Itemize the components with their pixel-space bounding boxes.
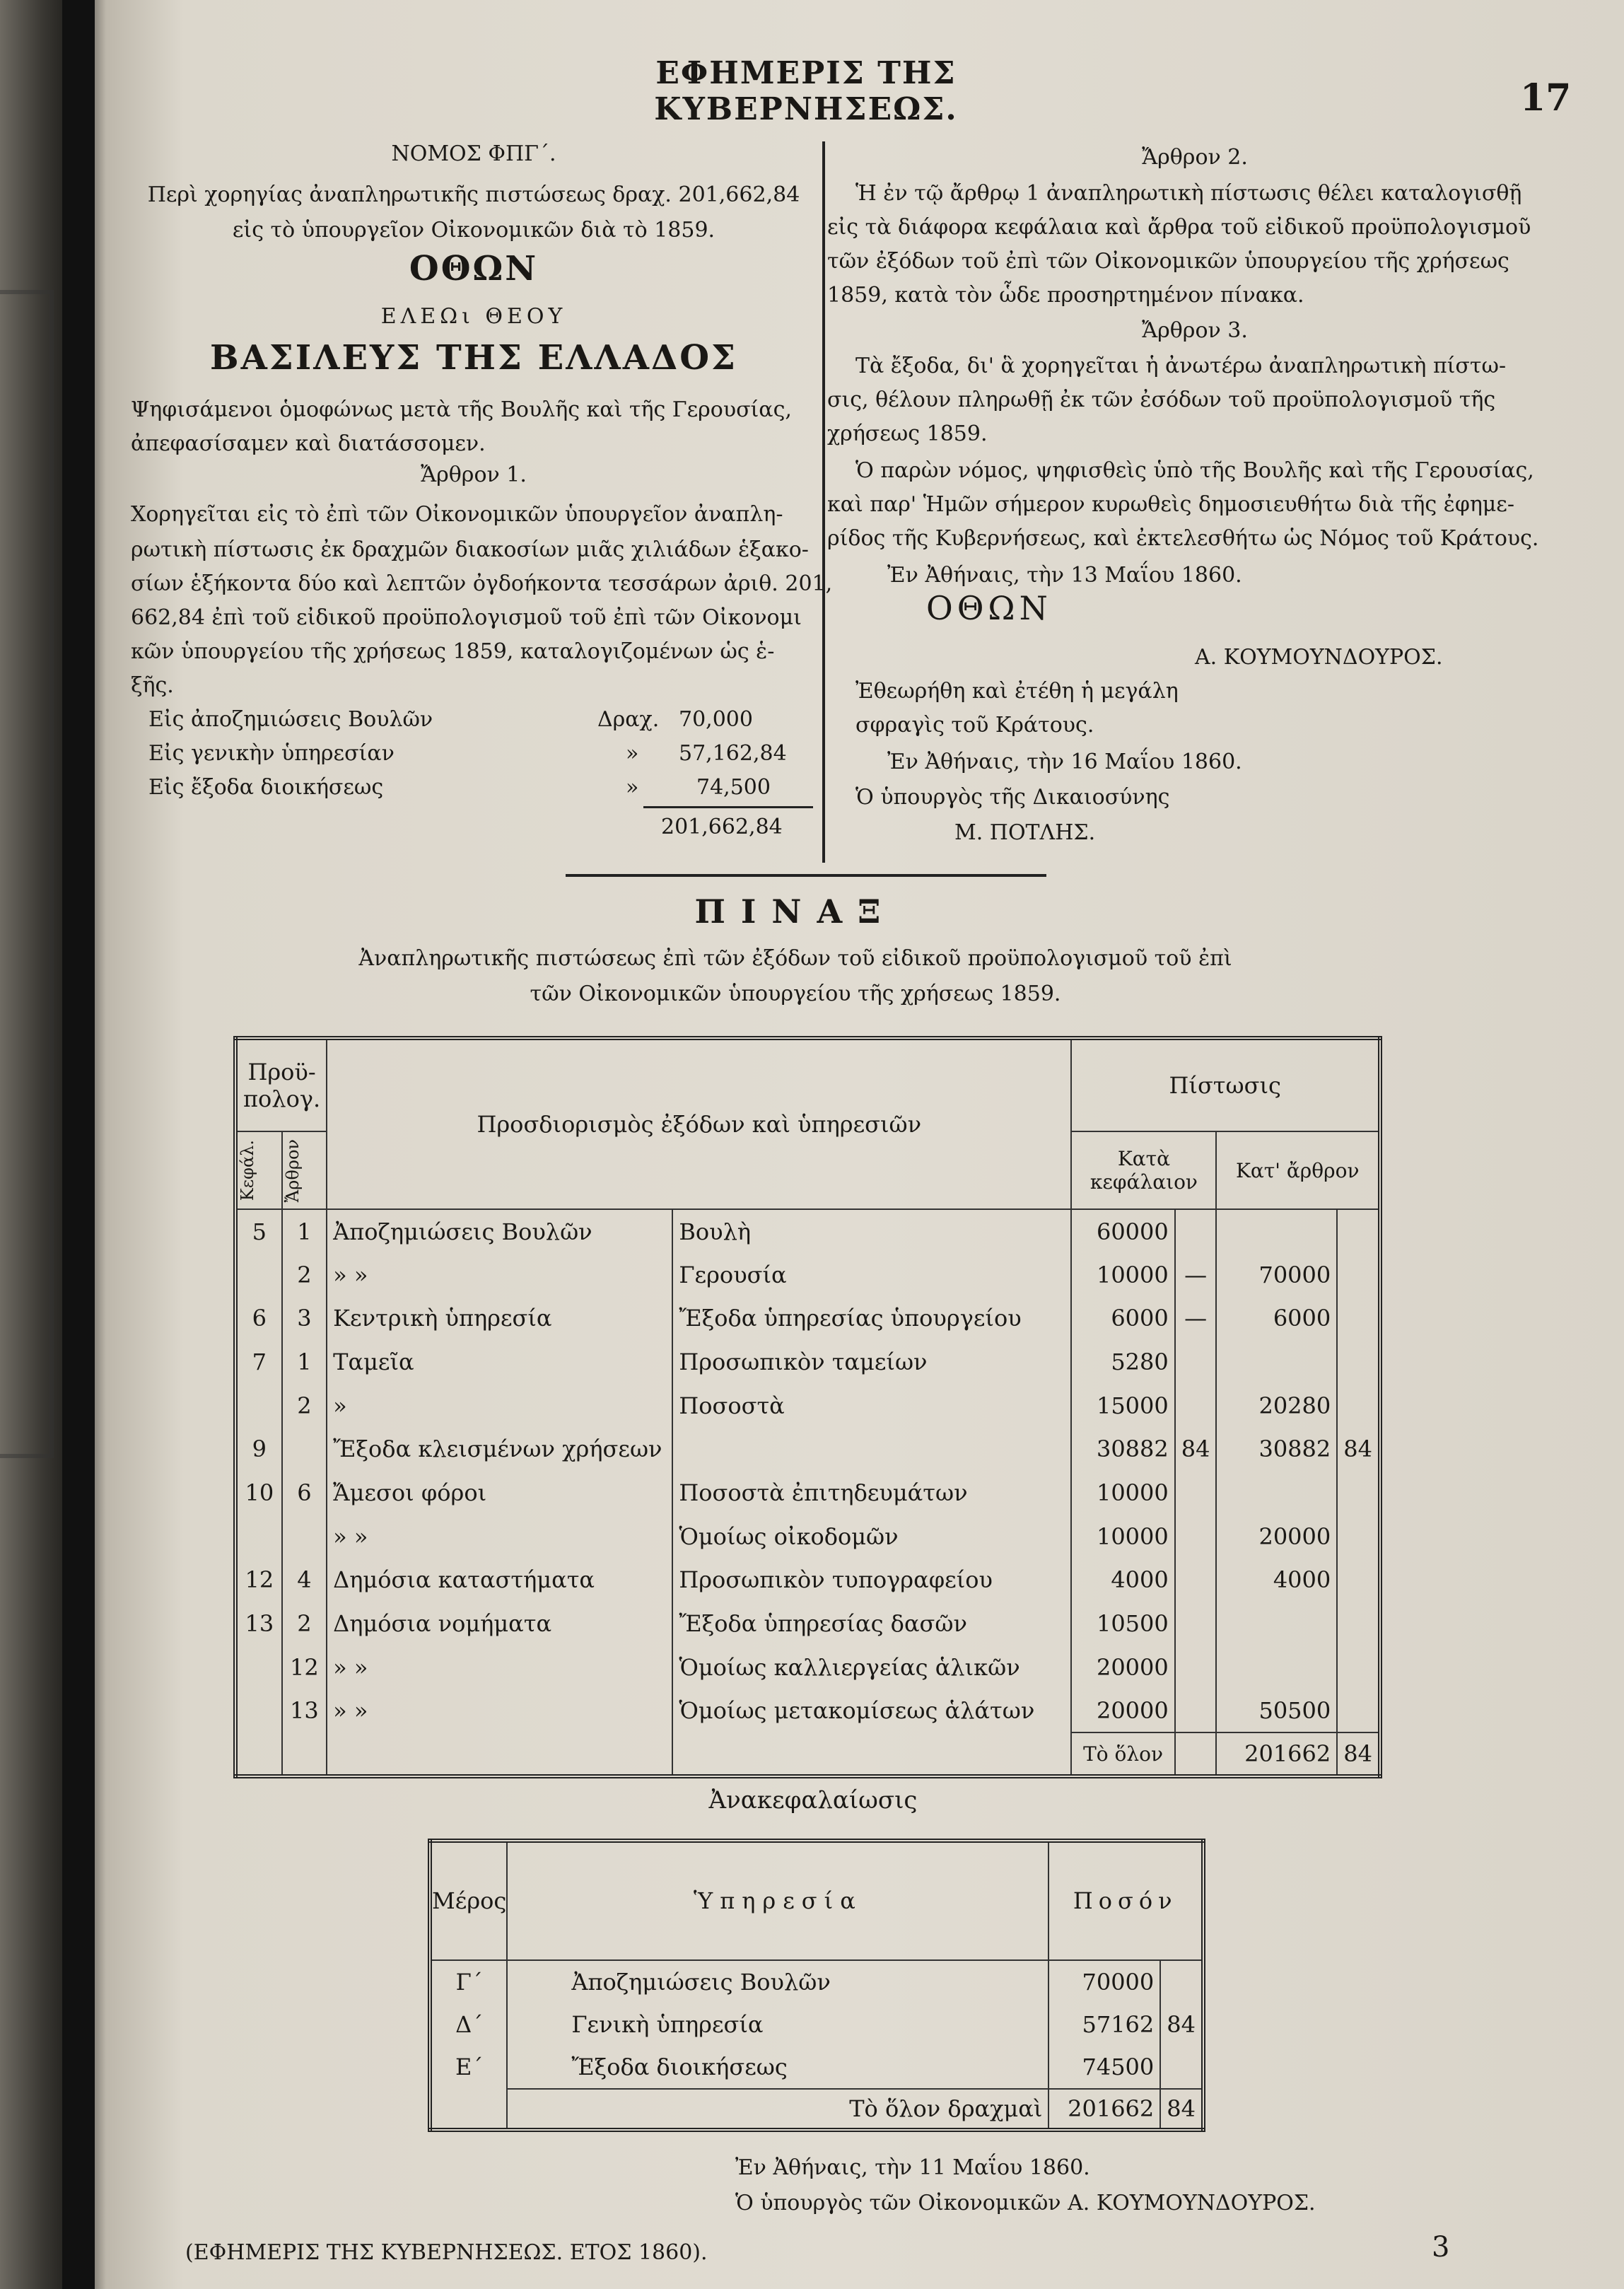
article-credit-cell bbox=[1216, 1209, 1337, 1253]
article-credit-decimals bbox=[1337, 1253, 1380, 1297]
article-1-line: ξῆς. bbox=[131, 673, 174, 698]
summary-total-label: Τὸ ὅλον δραχμαὶ bbox=[507, 2089, 1048, 2130]
chapter-cell: 7 bbox=[235, 1340, 282, 1384]
chapter-credit-cell: 5280 bbox=[1071, 1340, 1174, 1384]
article-credit-cell: 20000 bbox=[1216, 1515, 1337, 1559]
chapter-credit-decimals: 84 bbox=[1175, 1428, 1217, 1472]
chapter-cell bbox=[235, 1384, 282, 1428]
part-cell: Ε΄ bbox=[430, 2046, 507, 2089]
footer-date: Ἐν Ἀθήναις, τὴν 11 Μαΐου 1860. bbox=[735, 2155, 1090, 2180]
article-credit-cell: 70000 bbox=[1216, 1253, 1337, 1297]
article-3-line: σις, θέλουν πληρωθῇ ἐκ τῶν ἐσόδων τοῦ προϋπολογισμοῦ τῆς bbox=[827, 388, 1496, 412]
article-cell: 2 bbox=[282, 1384, 327, 1428]
expense-cell: Ποσοστὰ bbox=[672, 1384, 1071, 1428]
article-2-line: 1859, κατὰ τὸν ὧδε προσηρτημένον πίνακα. bbox=[827, 283, 1304, 308]
allocation-label: Εἰς ἔξοδα διοικήσεως bbox=[148, 775, 384, 800]
chapter-credit-cell: 10000 bbox=[1071, 1515, 1174, 1559]
article-cell: 3 bbox=[282, 1297, 327, 1341]
service-cell: » » bbox=[327, 1515, 672, 1559]
service-cell: Δημόσια καταστήματα bbox=[327, 1559, 672, 1602]
chapter-credit-cell: 6000 bbox=[1071, 1297, 1174, 1341]
article-credit-decimals bbox=[1337, 1646, 1380, 1689]
table-row bbox=[235, 1428, 1380, 1472]
chapter-credit-cell: 15000 bbox=[1071, 1384, 1174, 1428]
chapter-credit-decimals bbox=[1175, 1559, 1217, 1602]
total-label: Τὸ ὅλον bbox=[1071, 1732, 1174, 1776]
service-cell: Ταμεῖα bbox=[327, 1340, 672, 1384]
summary-total-value: 201662 bbox=[1048, 2089, 1160, 2130]
service-cell: Κεντρικὴ ὑπηρεσία bbox=[327, 1297, 672, 1341]
service-cell: Γενικὴ ὑπηρεσία bbox=[507, 2003, 1048, 2046]
table-row bbox=[235, 1297, 1380, 1341]
bleed-through-frame bbox=[0, 290, 54, 1458]
chapter-credit-cell: 10000 bbox=[1071, 1253, 1174, 1297]
article-credit-decimals bbox=[1337, 1689, 1380, 1732]
article-credit-decimals bbox=[1337, 1602, 1380, 1646]
part-cell: Γ΄ bbox=[430, 1960, 507, 2003]
article-credit-decimals bbox=[1337, 1384, 1380, 1428]
sheet-number: 3 bbox=[1432, 2231, 1450, 2264]
chapter-cell: 10 bbox=[235, 1471, 282, 1515]
seal-note-line-1: Ἐθεωρήθη καὶ ἐτέθη ἡ μεγάλη bbox=[855, 679, 1179, 704]
chapter-cell: 6 bbox=[235, 1297, 282, 1341]
description-column-header: Προσδιορισμὸς ἐξόδων καὶ ὑπηρεσιῶν bbox=[327, 1038, 1071, 1209]
chapter-credit-decimals bbox=[1175, 1646, 1217, 1689]
summary-total-decimals: 84 bbox=[1160, 2089, 1203, 2130]
table-row bbox=[235, 1471, 1380, 1515]
chapter-credit-cell: 30882 bbox=[1071, 1428, 1174, 1472]
chapter-credit-cell: 60000 bbox=[1071, 1209, 1174, 1253]
amount-column-header: Ποσόν bbox=[1048, 1841, 1203, 1960]
table-row bbox=[235, 1602, 1380, 1646]
expense-cell: Ὁμοίως οἰκοδομῶν bbox=[672, 1515, 1071, 1559]
allocation-label: Εἰς γενικὴν ὑπηρεσίαν bbox=[148, 741, 395, 766]
article-cell: 1 bbox=[282, 1340, 327, 1384]
law-subject-line-1: Περὶ χορηγίας ἀναπληρωτικῆς πιστώσεως δραχ. 201,662,84 bbox=[147, 182, 800, 207]
article-1-line: Χορηγεῖται εἰς τὸ ἐπὶ τῶν Οἰκονομικῶν ὑπουργεῖον ἀναπλη- bbox=[131, 502, 783, 527]
table-row bbox=[235, 1689, 1380, 1732]
amount-decimals bbox=[1160, 1960, 1203, 2003]
allocation-value: 70,000 bbox=[679, 707, 753, 732]
article-cell: 6 bbox=[282, 1471, 327, 1515]
promulgation-line: Ὁ παρὼν νόμος, ψηφισθεὶς ὑπὸ τῆς Βουλῆς καὶ τῆς Γερουσίας, bbox=[855, 458, 1534, 483]
article-credit-cell bbox=[1216, 1471, 1337, 1515]
chapter-column-header: Κεφάλ. bbox=[238, 1140, 257, 1201]
part-cell: Δ΄ bbox=[430, 2003, 507, 2046]
pinax-subtitle-2: τῶν Οἰκονομικῶν ὑπουργείου τῆς χρήσεως 1859. bbox=[530, 982, 1061, 1006]
article-column-header: Ἄρθρον bbox=[282, 1138, 303, 1202]
article-credit-cell bbox=[1216, 1646, 1337, 1689]
expense-cell: Ὁμοίως μετακομίσεως ἁλάτων bbox=[672, 1689, 1071, 1732]
article-2-heading: Ἄρθρον 2. bbox=[1142, 145, 1248, 170]
expense-cell: Προσωπικὸν τυπογραφείου bbox=[672, 1559, 1071, 1602]
chapter-credit-cell: 4000 bbox=[1071, 1559, 1174, 1602]
table-row bbox=[235, 1340, 1380, 1384]
law-number: ΝΟΜΟΣ ΦΠΓ΄. bbox=[391, 141, 556, 166]
part-column-header: Μέρος bbox=[432, 1887, 507, 1915]
article-credit-cell bbox=[1216, 1340, 1337, 1384]
chapter-credit-cell: 20000 bbox=[1071, 1689, 1174, 1732]
service-cell: Ἀποζημιώσεις Βουλῶν bbox=[327, 1209, 672, 1253]
chapter-cell: 9 bbox=[235, 1428, 282, 1472]
article-credit-decimals bbox=[1337, 1559, 1380, 1602]
article-credit-decimals bbox=[1337, 1209, 1380, 1253]
total-value: 201662 bbox=[1216, 1732, 1337, 1776]
page-number: 17 bbox=[1520, 76, 1572, 120]
service-column-header: Ὑπηρεσία bbox=[507, 1841, 1048, 1960]
justice-minister-signature: Μ. ΠΟΤΛΗΣ. bbox=[954, 820, 1096, 845]
table-row bbox=[235, 1646, 1380, 1689]
article-cell: 13 bbox=[282, 1689, 327, 1732]
service-cell: Ἀποζημιώσεις Βουλῶν bbox=[507, 1960, 1048, 2003]
by-grace-of-god: ΕΛΕΩι ΘΕΟΥ bbox=[380, 304, 567, 329]
chapter-credit-decimals bbox=[1175, 1209, 1217, 1253]
credits-table bbox=[233, 1036, 1382, 1778]
chapter-cell bbox=[235, 1253, 282, 1297]
table-row bbox=[235, 1209, 1380, 1253]
article-credit-decimals bbox=[1337, 1297, 1380, 1341]
article-1-line: κῶν ὑπουργείου τῆς χρήσεως 1859, καταλογιζομένων ὡς ἑ- bbox=[131, 639, 775, 664]
article-3-line: χρήσεως 1859. bbox=[827, 421, 988, 446]
table-row bbox=[235, 1253, 1380, 1297]
chapter-cell bbox=[235, 1515, 282, 1559]
minister-signature: Α. ΚΟΥΜΟΥΝΔΟΥΡΟΣ. bbox=[1195, 645, 1443, 670]
chapter-credit-decimals bbox=[1175, 1689, 1217, 1732]
chapter-cell bbox=[235, 1646, 282, 1689]
chapter-cell: 12 bbox=[235, 1559, 282, 1602]
chapter-credit-cell: 10500 bbox=[1071, 1602, 1174, 1646]
expense-cell bbox=[672, 1428, 1071, 1472]
amount-cell: 70000 bbox=[1048, 1960, 1160, 2003]
chapter-cell: 5 bbox=[235, 1209, 282, 1253]
chapter-credit-decimals: — bbox=[1175, 1297, 1217, 1341]
service-cell: » » bbox=[327, 1253, 672, 1297]
allocation-value: 74,500 bbox=[696, 775, 771, 800]
article-credit-decimals bbox=[1337, 1515, 1380, 1559]
credit-column-header: Πίστωσις bbox=[1071, 1038, 1380, 1131]
summary-row bbox=[430, 2003, 1203, 2046]
chapter-cell: 13 bbox=[235, 1602, 282, 1646]
chapter-credit-decimals bbox=[1175, 1340, 1217, 1384]
table-header-row bbox=[235, 1038, 1380, 1131]
article-cell: 12 bbox=[282, 1646, 327, 1689]
signing-date: Ἐν Ἀθήναις, τὴν 13 Μαΐου 1860. bbox=[887, 563, 1242, 588]
by-article-header: Κατ' ἄρθρον bbox=[1216, 1131, 1380, 1209]
table-row bbox=[235, 1384, 1380, 1428]
article-cell: 1 bbox=[282, 1209, 327, 1253]
expense-cell: Ὁμοίως καλλιεργείας ἁλικῶν bbox=[672, 1646, 1071, 1689]
article-credit-cell: 6000 bbox=[1216, 1297, 1337, 1341]
allocation-total: 201,662,84 bbox=[661, 815, 783, 839]
service-cell: Δημόσια νομήματα bbox=[327, 1602, 672, 1646]
article-credit-cell: 4000 bbox=[1216, 1559, 1337, 1602]
service-cell: Ἔξοδα διοικήσεως bbox=[507, 2046, 1048, 2089]
decree-line-1: Ψηφισάμενοι ὁμοφώνως μετὰ τῆς Βουλῆς καὶ τῆς Γερουσίας, bbox=[131, 397, 792, 422]
article-credit-decimals: 84 bbox=[1337, 1428, 1380, 1472]
article-cell: 2 bbox=[282, 1253, 327, 1297]
justice-minister-title: Ὁ ὑπουργὸς τῆς Δικαιοσύνης bbox=[855, 785, 1170, 810]
table-total-row bbox=[235, 1732, 1380, 1776]
summary-row bbox=[430, 1960, 1203, 2003]
summary-row bbox=[430, 2046, 1203, 2089]
king-signature: ΟΘΩΝ bbox=[926, 589, 1052, 627]
article-credit-cell: 30882 bbox=[1216, 1428, 1337, 1472]
king-title: ΒΑΣΙΛΕΥΣ ΤΗΣ ΕΛΛΑΔΟΣ bbox=[210, 338, 737, 378]
article-credit-cell bbox=[1216, 1602, 1337, 1646]
allocation-value: 57,162,84 bbox=[679, 741, 787, 766]
sum-rule bbox=[643, 806, 813, 808]
article-2-line: Ἡ ἐν τῷ ἄρθρῳ 1 ἀναπληρωτικὴ πίστωσις θέλει καταλογισθῇ bbox=[855, 181, 1522, 206]
chapter-credit-decimals bbox=[1175, 1515, 1217, 1559]
allocation-mark: » bbox=[626, 741, 639, 766]
amount-decimals bbox=[1160, 2046, 1203, 2089]
expense-cell: Ἔξοδα ὑπηρεσίας δασῶν bbox=[672, 1602, 1071, 1646]
seal-date: Ἐν Ἀθήναις, τὴν 16 Μαΐου 1860. bbox=[887, 750, 1242, 774]
section-divider bbox=[566, 874, 1046, 877]
budget-column-header: Προϋ-πολογ. bbox=[235, 1038, 327, 1131]
total-decimals: 84 bbox=[1337, 1732, 1380, 1776]
article-cell: 4 bbox=[282, 1559, 327, 1602]
service-cell: Ἔξοδα κλεισμένων χρήσεων bbox=[327, 1428, 672, 1472]
chapter-cell bbox=[235, 1689, 282, 1732]
allocation-label: Εἰς ἀποζημιώσεις Βουλῶν bbox=[148, 707, 433, 732]
summary-header-row bbox=[430, 1841, 1203, 1960]
promulgation-line: ρίδος τῆς Κυβερνήσεως, καὶ ἐκτελεσθήτω ὡς Νόμος τοῦ Κράτους. bbox=[827, 526, 1539, 551]
article-cell bbox=[282, 1428, 327, 1472]
article-cell: 2 bbox=[282, 1602, 327, 1646]
expense-cell: Ἔξοδα ὑπηρεσίας ὑπουργείου bbox=[672, 1297, 1071, 1341]
service-cell: » » bbox=[327, 1646, 672, 1689]
chapter-credit-decimals bbox=[1175, 1471, 1217, 1515]
summary-total-row bbox=[430, 2089, 1203, 2130]
article-1-line: σίων ἑξήκοντα δύο καὶ λεπτῶν ὀγδοήκοντα τεσσάρων ἀριθ. 201, bbox=[131, 571, 833, 596]
chapter-credit-decimals: — bbox=[1175, 1253, 1217, 1297]
article-1-heading: Ἄρθρον 1. bbox=[421, 462, 527, 487]
chapter-credit-decimals bbox=[1175, 1384, 1217, 1428]
binding-spine bbox=[62, 0, 95, 2289]
gazette-header: ΕΦΗΜΕΡΙΣ ΤΗΣ ΚΥΒΕΡΝΗΣΕΩΣ. bbox=[654, 55, 958, 127]
summary-heading: Ἀνακεφαλαίωσις bbox=[708, 1786, 918, 1815]
chapter-credit-cell: 20000 bbox=[1071, 1646, 1174, 1689]
service-cell: » bbox=[327, 1384, 672, 1428]
article-3-line: Τὰ ἔξοδα, δι' ἃ χορηγεῖται ἡ ἀνωτέρω ἀναπληρωτικὴ πίστω- bbox=[855, 354, 1507, 378]
promulgation-line: καὶ παρ' Ἡμῶν σήμερον κυρωθεὶς δημοσιευθήτω διὰ τῆς ἐφημε- bbox=[827, 492, 1514, 517]
table-row bbox=[235, 1515, 1380, 1559]
summary-table bbox=[428, 1839, 1205, 2132]
service-cell: » » bbox=[327, 1689, 672, 1732]
chapter-credit-decimals bbox=[1175, 1602, 1217, 1646]
expense-cell: Ποσοστὰ ἐπιτηδευμάτων bbox=[672, 1471, 1071, 1515]
allocation-mark: Δραχ. bbox=[597, 707, 660, 732]
by-chapter-header: Κατὰ κεφάλαιον bbox=[1071, 1131, 1216, 1209]
amount-decimals: 84 bbox=[1160, 2003, 1203, 2046]
expense-cell: Προσωπικὸν ταμείων bbox=[672, 1340, 1071, 1384]
article-1-line: 662,84 ἐπὶ τοῦ εἰδικοῦ προϋπολογισμοῦ τοῦ ἐπὶ τῶν Οἰκονομι bbox=[131, 605, 802, 630]
expense-cell: Γερουσία bbox=[672, 1253, 1071, 1297]
pinax-heading: ΠΙΝΑΞ bbox=[694, 892, 896, 931]
pinax-subtitle-1: Ἀναπληρωτικῆς πιστώσεως ἐπὶ τῶν ἐξόδων τοῦ εἰδικοῦ προϋπολογισμοῦ τοῦ ἐπὶ bbox=[358, 946, 1232, 971]
article-credit-cell: 20280 bbox=[1216, 1384, 1337, 1428]
article-credit-decimals bbox=[1337, 1340, 1380, 1384]
law-subject-line-2: εἰς τὸ ὑπουργεῖον Οἰκονομικῶν διὰ τὸ 1859. bbox=[232, 218, 715, 243]
article-2-line: εἰς τὰ διάφορα κεφάλαια καὶ ἄρθρα τοῦ εἰδικοῦ προϋπολογισμοῦ bbox=[827, 215, 1531, 240]
article-1-line: ρωτικὴ πίστωσις ἐκ δραχμῶν διακοσίων μιᾶς χιλιάδων ἑξακο- bbox=[131, 537, 809, 562]
table-row bbox=[235, 1559, 1380, 1602]
amount-cell: 57162 bbox=[1048, 2003, 1160, 2046]
gazette-imprint: (ΕΦΗΜΕΡΙΣ ΤΗΣ ΚΥΒΕΡΝΗΣΕΩΣ. ΕΤΟΣ 1860). bbox=[185, 2240, 708, 2265]
article-3-heading: Ἄρθρον 3. bbox=[1142, 318, 1248, 343]
article-2-line: τῶν ἐξόδων τοῦ ἐπὶ τῶν Οἰκονομικῶν ὑπουργείου τῆς χρήσεως bbox=[827, 249, 1509, 274]
article-cell bbox=[282, 1515, 327, 1559]
chapter-credit-cell: 10000 bbox=[1071, 1471, 1174, 1515]
column-divider bbox=[822, 141, 825, 863]
footer-minister: Ὁ ὑπουργὸς τῶν Οἰκονομικῶν Α. ΚΟΥΜΟΥΝΔΟΥΡΟΣ. bbox=[735, 2191, 1316, 2215]
article-credit-decimals bbox=[1337, 1471, 1380, 1515]
service-cell: Ἄμεσοι φόροι bbox=[327, 1471, 672, 1515]
expense-cell: Βουλὴ bbox=[672, 1209, 1071, 1253]
king-name: ΟΘΩΝ bbox=[409, 249, 539, 289]
seal-note-line-2: σφραγὶς τοῦ Κράτους. bbox=[855, 713, 1094, 738]
allocation-mark: » bbox=[626, 775, 639, 800]
amount-cell: 74500 bbox=[1048, 2046, 1160, 2089]
article-credit-cell: 50500 bbox=[1216, 1689, 1337, 1732]
decree-line-2: ἀπεφασίσαμεν καὶ διατάσσομεν. bbox=[131, 431, 486, 456]
